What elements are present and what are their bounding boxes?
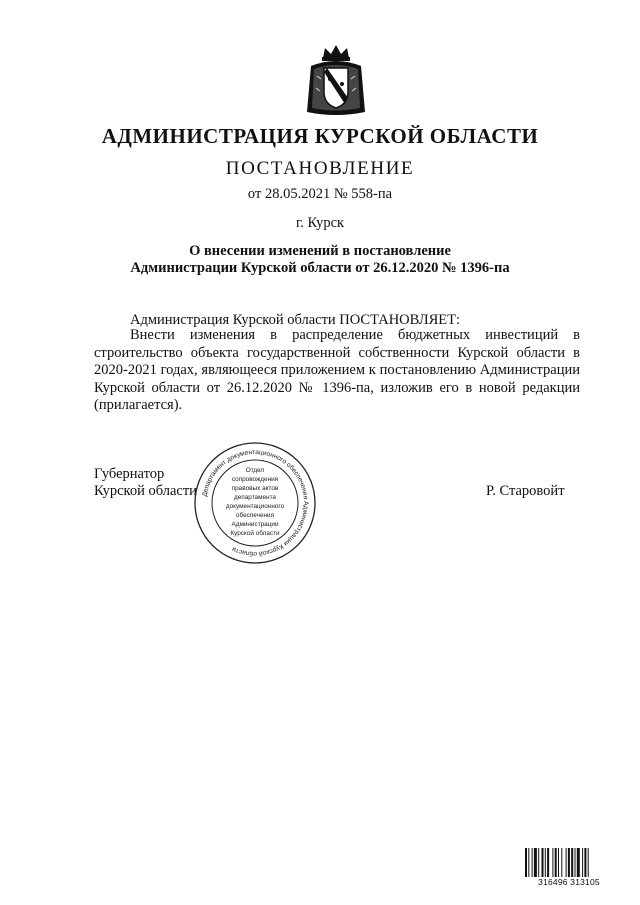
barcode-bar xyxy=(538,848,539,878)
stamp-inner-line: обеспечения xyxy=(235,512,275,519)
stamp-inner-line: Отдел xyxy=(245,467,265,474)
subject-line-1: О внесении изменений в постановление xyxy=(189,243,451,259)
barcode-bar xyxy=(588,848,589,878)
stamp-inner-line: Администрации xyxy=(231,521,279,528)
body-paragraph: Внести изменения в распределение бюджетных инвестиций в строительство объекта государственной собственности Курской области в 2020-2021 годах, являющееся приложением к постановлению Администрации Курской области от 26.12.2020 № 1396-па, изложив его в новой редакции (прилагается). xyxy=(94,327,580,413)
document-date-number: от 28.05.2021 № 558-па xyxy=(247,186,393,202)
document-type: ПОСТАНОВЛЕНИЕ xyxy=(225,158,415,179)
barcode-bar xyxy=(584,848,586,878)
barcode-number: 316496 313105 xyxy=(524,877,614,887)
stamp-inner-line: документационного xyxy=(225,503,285,510)
subject-line-2: Администрации Курской области от 26.12.2020 № 1396-па xyxy=(130,260,510,276)
preamble: Администрация Курской области ПОСТАНОВЛЯЕТ: xyxy=(130,312,461,328)
document-city: г. Курск xyxy=(295,215,345,231)
stamp-inner-line: Курской области xyxy=(230,530,280,537)
stamp-inner-line: правовых актов xyxy=(231,485,279,492)
barcode-bar xyxy=(582,848,583,878)
barcode-bar xyxy=(561,848,562,878)
barcode-bar xyxy=(552,848,553,878)
signer-name: Р. Старовойт xyxy=(486,483,565,499)
barcode-bar xyxy=(568,848,570,878)
barcode-bar xyxy=(566,848,567,878)
barcode-bar xyxy=(532,848,533,878)
stamp-outer-ring-text: Департамент документационного обеспечения Администрации Курской области xyxy=(201,448,310,558)
barcode-bar xyxy=(547,848,549,878)
barcode-bar xyxy=(528,848,529,878)
barcode-bar xyxy=(555,848,557,878)
barcode-bar xyxy=(575,848,576,878)
organization-title: АДМИНИСТРАЦИЯ КУРСКОЙ ОБЛАСТИ xyxy=(101,124,539,148)
coat-of-arms-icon xyxy=(305,42,367,118)
barcode-bar xyxy=(525,848,527,878)
barcode-bar xyxy=(542,848,544,878)
round-stamp xyxy=(192,440,318,566)
barcode-bar xyxy=(571,848,573,878)
barcode-bar xyxy=(545,848,546,878)
stamp-inner-line: сопровождения xyxy=(231,476,279,483)
signer-position-line-1: Губернатор xyxy=(94,466,165,482)
barcode-bar xyxy=(558,848,559,878)
barcode-bar xyxy=(534,848,537,878)
stamp-inner-line: департамента xyxy=(233,494,277,501)
signer-position-line-2: Курской области xyxy=(94,483,197,499)
barcode-bar xyxy=(577,848,580,878)
